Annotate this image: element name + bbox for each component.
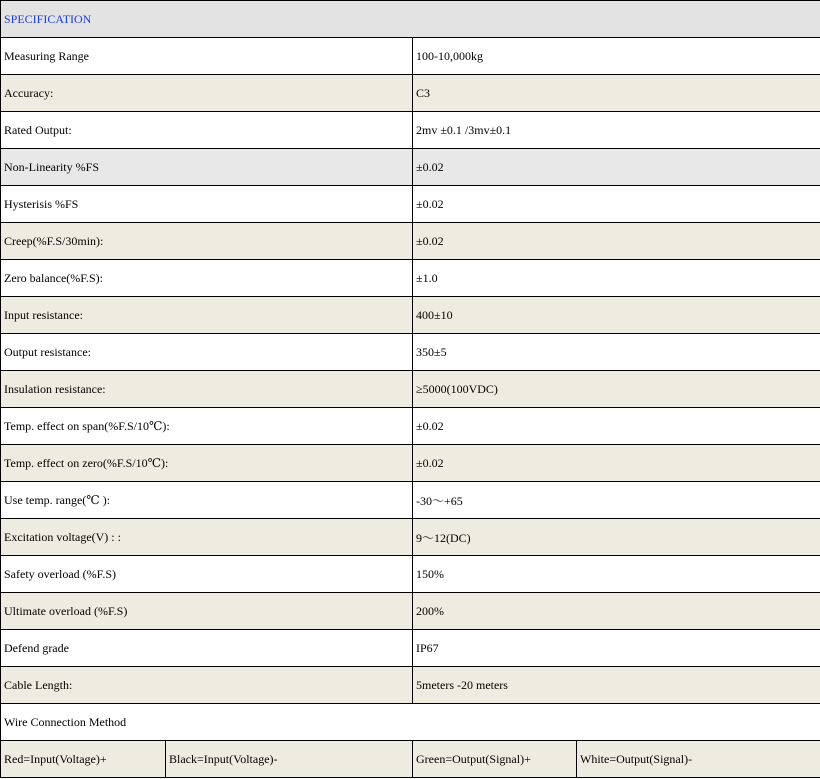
wire-connection-title: Wire Connection Method <box>1 704 820 741</box>
spec-row <box>1 223 820 260</box>
spec-value: 100-10,000kg <box>413 38 820 75</box>
spec-value: ±0.02 <box>413 408 820 445</box>
spec-value: 200% <box>413 593 820 630</box>
spec-value: ±0.02 <box>413 445 820 482</box>
spec-label: Measuring Range <box>1 38 413 75</box>
spec-value: ≥5000(100VDC) <box>413 371 820 408</box>
spec-row <box>1 112 820 149</box>
spec-row <box>1 334 820 371</box>
spec-label: Zero balance(%F.S): <box>1 260 413 297</box>
spec-value: 5meters -20 meters <box>413 667 820 704</box>
wire-title-row <box>1 704 820 741</box>
spec-row <box>1 630 820 667</box>
spec-label: Accuracy: <box>1 75 413 112</box>
wire-item-white: White=Output(Signal)- <box>577 741 820 778</box>
spec-row <box>1 75 820 112</box>
spec-label: Rated Output: <box>1 112 413 149</box>
spec-label: Temp. effect on span(%F.S/10℃): <box>1 408 413 445</box>
spec-value: 150% <box>413 556 820 593</box>
spec-label: Excitation voltage(V) : : <box>1 519 413 556</box>
spec-value: 400±10 <box>413 297 820 334</box>
spec-value: C3 <box>413 75 820 112</box>
wire-item-black: Black=Input(Voltage)- <box>166 741 413 778</box>
header-row <box>1 1 820 38</box>
spec-label: Non-Linearity %FS <box>1 149 413 186</box>
spec-label: Safety overload (%F.S) <box>1 556 413 593</box>
spec-row <box>1 38 820 75</box>
spec-value: -30～+65 <box>413 482 820 519</box>
spec-value: ±1.0 <box>413 260 820 297</box>
spec-label: Temp. effect on zero(%F.S/10℃): <box>1 445 413 482</box>
spec-row <box>1 149 820 186</box>
spec-value: ±0.02 <box>413 149 820 186</box>
wire-item-green: Green=Output(Signal)+ <box>413 741 577 778</box>
spec-value: 2mv ±0.1 /3mv±0.1 <box>413 112 820 149</box>
spec-label: Ultimate overload (%F.S) <box>1 593 413 630</box>
spec-row <box>1 593 820 630</box>
spec-row <box>1 445 820 482</box>
spec-row <box>1 371 820 408</box>
wire-items-row <box>1 741 820 778</box>
spec-value: IP67 <box>413 630 820 667</box>
spec-row <box>1 260 820 297</box>
spec-value: 350±5 <box>413 334 820 371</box>
spec-label: Input resistance: <box>1 297 413 334</box>
spec-row <box>1 667 820 704</box>
spec-label: Output resistance: <box>1 334 413 371</box>
spec-value: ±0.02 <box>413 186 820 223</box>
header-cell <box>1 1 820 38</box>
spec-value: ±0.02 <box>413 223 820 260</box>
spec-row <box>1 519 820 556</box>
spec-row <box>1 186 820 223</box>
spec-row <box>1 556 820 593</box>
spec-row <box>1 482 820 519</box>
spec-label: Creep(%F.S/30min): <box>1 223 413 260</box>
spec-label: Defend grade <box>1 630 413 667</box>
spec-label: Use temp. range(℃ ): <box>1 482 413 519</box>
spec-row <box>1 297 820 334</box>
spec-value: 9～12(DC) <box>413 519 820 556</box>
specification-heading: SPECIFICATION <box>4 11 92 26</box>
spec-label: Cable Length: <box>1 667 413 704</box>
spec-label: Hysterisis %FS <box>1 186 413 223</box>
wire-item-red: Red=Input(Voltage)+ <box>1 741 166 778</box>
spec-row <box>1 408 820 445</box>
spec-label: Insulation resistance: <box>1 371 413 408</box>
